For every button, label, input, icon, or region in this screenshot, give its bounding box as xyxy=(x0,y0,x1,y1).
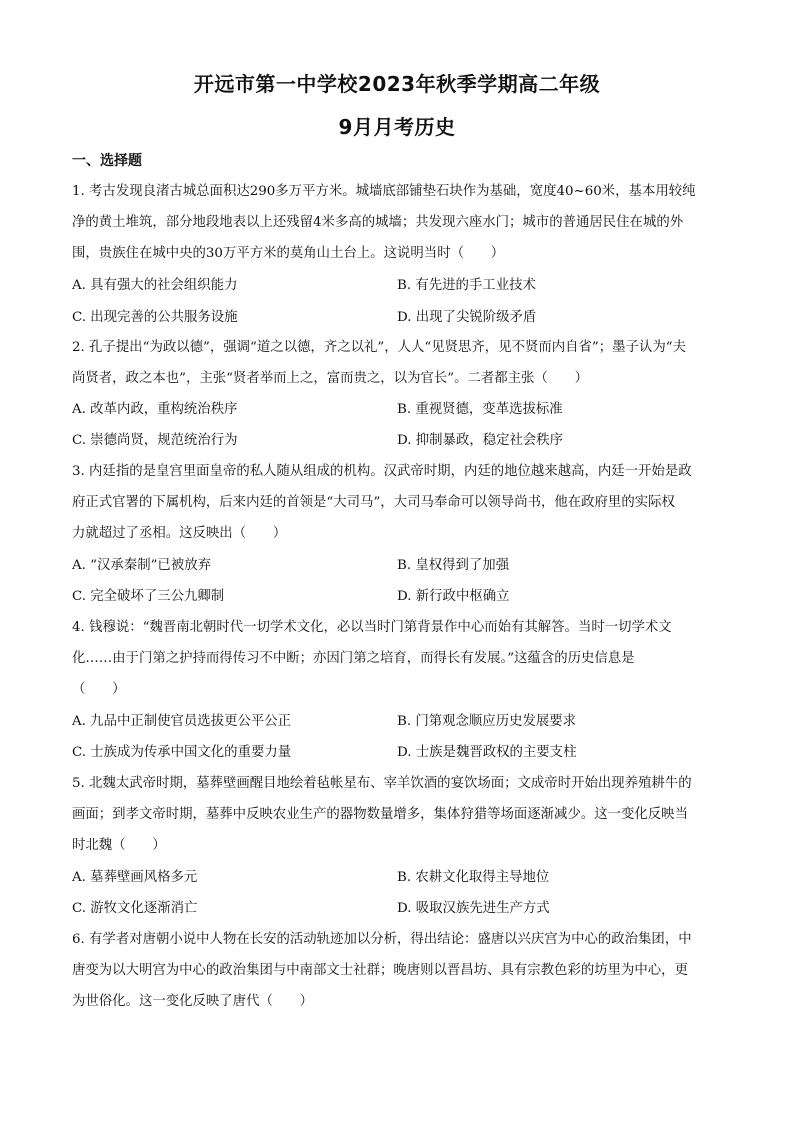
question-text-line: 画面；到孝文帝时期，墓葬中反映农业生产的器物数量增多，集体狩猎等场面逐渐减少。这一变化反映当 xyxy=(72,807,688,822)
question-3-stem xyxy=(72,456,726,549)
question-4-option-b: B. 门第观念顺应历史发展要求 xyxy=(397,714,577,729)
question-5-stem xyxy=(72,768,726,861)
question-text-line: 3. 内廷指的是皇宫里面皇帝的私人随从组成的机构。汉武帝时期，内廷的地位越来越高，内廷一开始是政 xyxy=(72,464,692,479)
question-text-line: 唐变为以大明宫为中心的政治集团与中南部文士社群；晚唐则以晋昌坊、具有宗教色彩的坊里为中心，更 xyxy=(72,963,688,978)
question-text-line: （ ） xyxy=(72,682,126,697)
question-text-line: 力就超过了丞相。这反映出（ ） xyxy=(72,526,287,541)
question-6-stem xyxy=(72,924,726,1017)
question-text-line: 5. 北魏太武帝时期，墓葬壁画醒目地绘着毡帐星布、宰羊饮酒的宴饮场面；文成帝时开始出现养殖耕牛的 xyxy=(72,776,692,791)
question-text-line: 尚贤者，政之本也”，主张“贤者举而上之，富而贵之，以为官长”。二者都主张（ ） xyxy=(72,371,588,386)
question-text-line: 1. 考古发现良渚古城总面积达290多万平方米。城墙底部铺垫石块作为基础，宽度40~60米，基本用较纯 xyxy=(72,184,696,199)
question-1-option-b: B. 有先进的手工业技术 xyxy=(397,278,536,293)
question-3-option-d: D. 新行政中枢确立 xyxy=(397,589,510,604)
question-1-option-d: D. 出现了尖锐阶级矛盾 xyxy=(397,310,537,325)
exam-title: 开远市第一中学校2023年秋季学期高二年级 xyxy=(193,72,601,96)
question-4-option-d: D. 士族是魏晋政权的主要支柱 xyxy=(397,745,577,760)
question-3-option-b: B. 皇权得到了加强 xyxy=(397,558,510,573)
question-1-stem xyxy=(72,176,726,269)
question-text-line: 时北魏（ ） xyxy=(72,838,166,853)
question-4-option-c: C. 士族成为传承中国文化的重要力量 xyxy=(72,745,292,760)
question-text-line: 围，贵族住在城中央的30万平方米的莫角山土台上。这说明当时（ ） xyxy=(72,246,505,261)
question-3-option-c: C. 完全破坏了三公九卿制 xyxy=(72,589,225,604)
question-text-line: 6. 有学者对唐朝小说中人物在长安的活动轨迹加以分析，得出结论：盛唐以兴庆宫为中心的政治集团，中 xyxy=(72,932,692,947)
question-2-option-a: A. 改革内政，重构统治秩序 xyxy=(72,402,238,417)
question-2-option-d: D. 抑制暴政，稳定社会秩序 xyxy=(397,433,564,448)
question-2-stem xyxy=(72,332,726,394)
question-text-line: 净的黄土堆筑，部分地段地表以上还残留4米多高的城墙；共发现六座水门；城市的普通居民住在城的外 xyxy=(72,215,684,230)
question-4-option-a: A. 九品中正制使官员选拔更公平公正 xyxy=(72,714,292,729)
question-5-option-c: C. 游牧文化逐渐消亡 xyxy=(72,901,198,916)
question-5-option-b: B. 农耕文化取得主导地位 xyxy=(397,870,550,885)
question-1-option-c: C. 出现完善的公共服务设施 xyxy=(72,310,238,325)
question-3-option-a: A. “汉承秦制”已被放弃 xyxy=(72,558,211,573)
section-heading: 一、选择题 xyxy=(72,153,142,169)
question-5-option-d: D. 吸取汉族先进生产方式 xyxy=(397,901,550,916)
question-1-option-a: A. 具有强大的社会组织能力 xyxy=(72,278,238,293)
question-text-line: 府正式官署的下属机构，后来内廷的首领是“大司马”，大司马奉命可以领导尚书，他在政府里的实际权 xyxy=(72,495,675,510)
exam-subtitle: 9月月考历史 xyxy=(338,115,456,139)
question-2-option-b: B. 重视贤德，变革选拔标准 xyxy=(397,402,563,417)
question-text-line: 4. 钱穆说：“魏晋南北朝时代一切学术文化，必以当时门第背景作中心而始有其解答。当时一切学术文 xyxy=(72,620,672,635)
question-text-line: 2. 孔子提出“为政以德”，强调“道之以德，齐之以礼”，人人“见贤思齐，见不贤而内自省”；墨子认为“夫 xyxy=(72,340,686,355)
question-4-stem xyxy=(72,612,726,705)
question-5-option-a: A. 墓葬壁画风格多元 xyxy=(72,870,198,885)
question-text-line: 为世俗化。这一变化反映了唐代（ ） xyxy=(72,994,314,1009)
question-text-line: 化……由于门第之护持而得传习不中断；亦因门第之培育，而得长有发展。”这蕴含的历史信息是 xyxy=(72,651,635,666)
question-2-option-c: C. 崇德尚贤，规范统治行为 xyxy=(72,433,238,448)
